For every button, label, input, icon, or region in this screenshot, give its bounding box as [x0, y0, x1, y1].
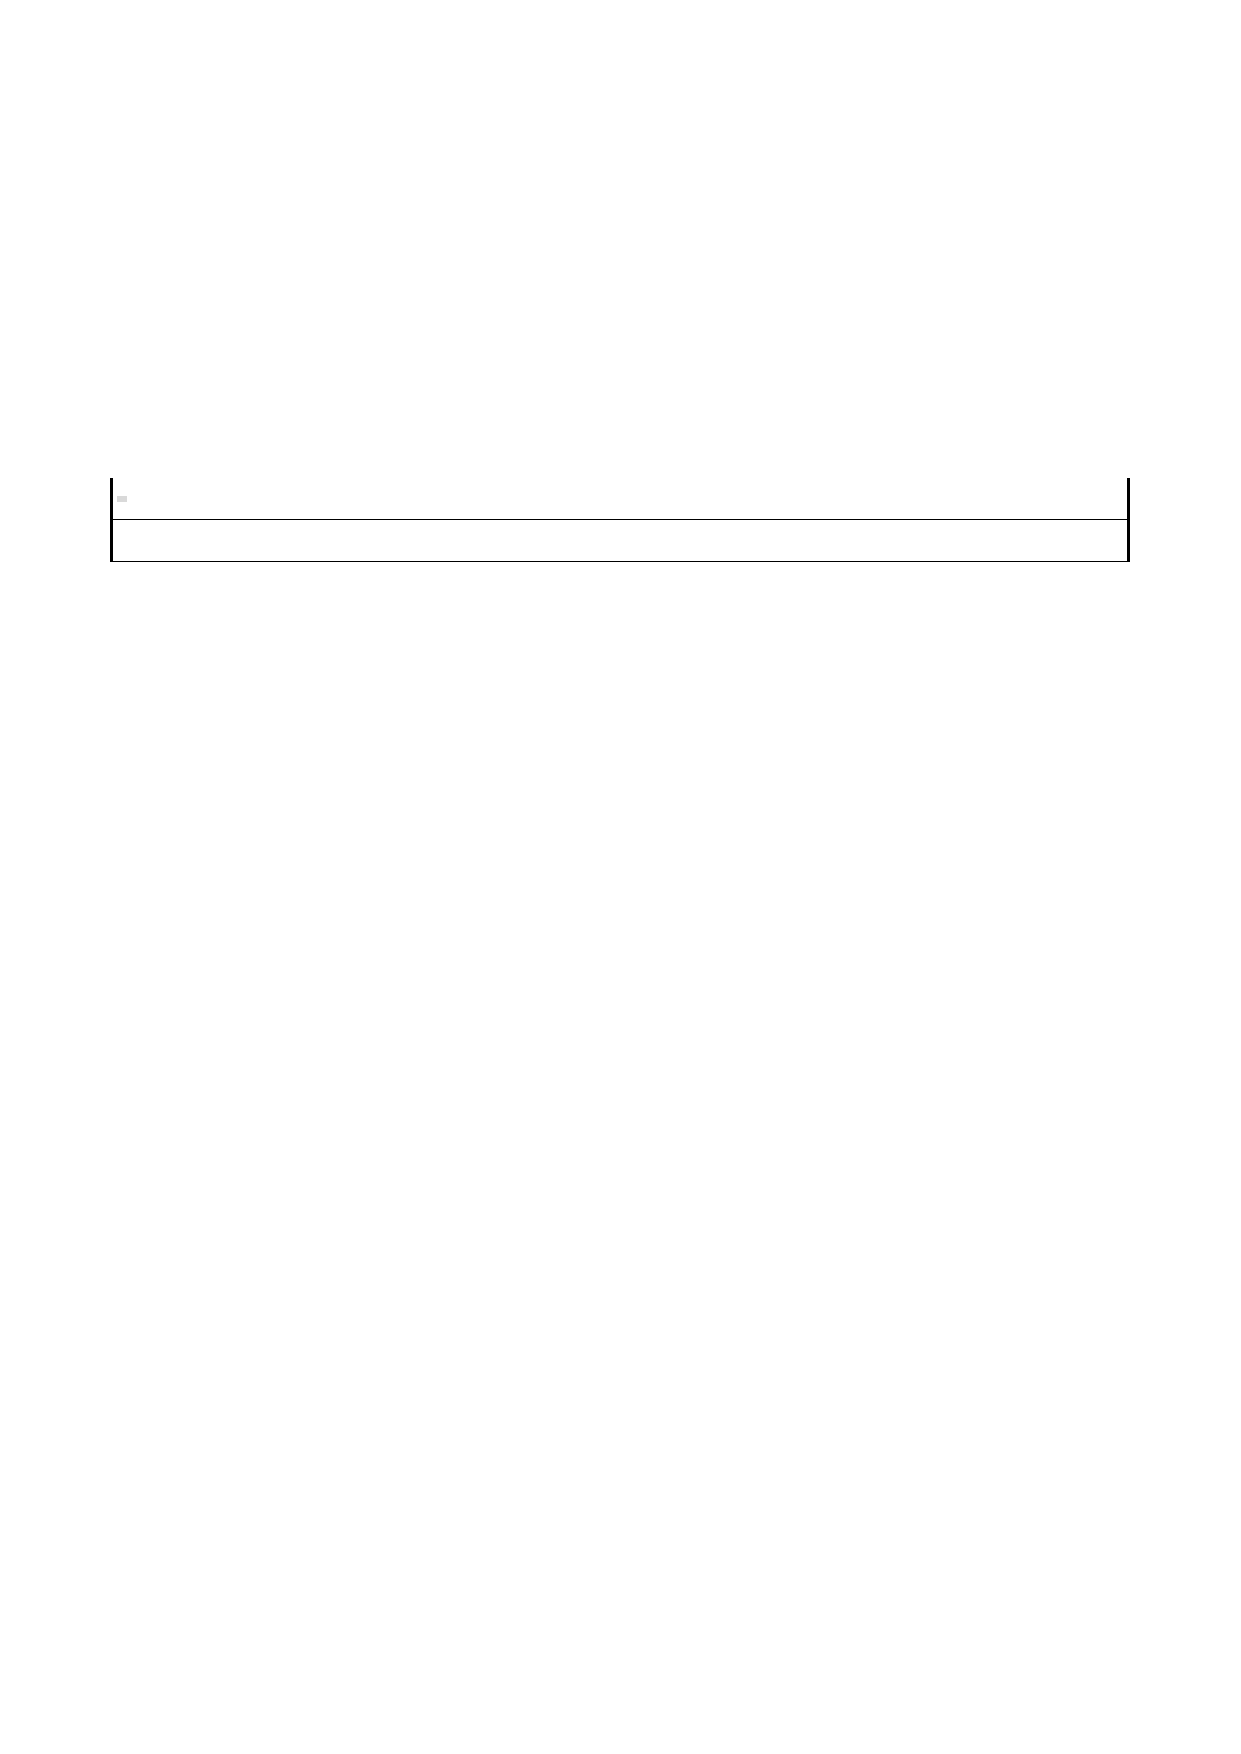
benzhi-label — [117, 496, 127, 502]
duties-header-row — [110, 520, 1130, 562]
benzhi-row — [110, 478, 1130, 520]
